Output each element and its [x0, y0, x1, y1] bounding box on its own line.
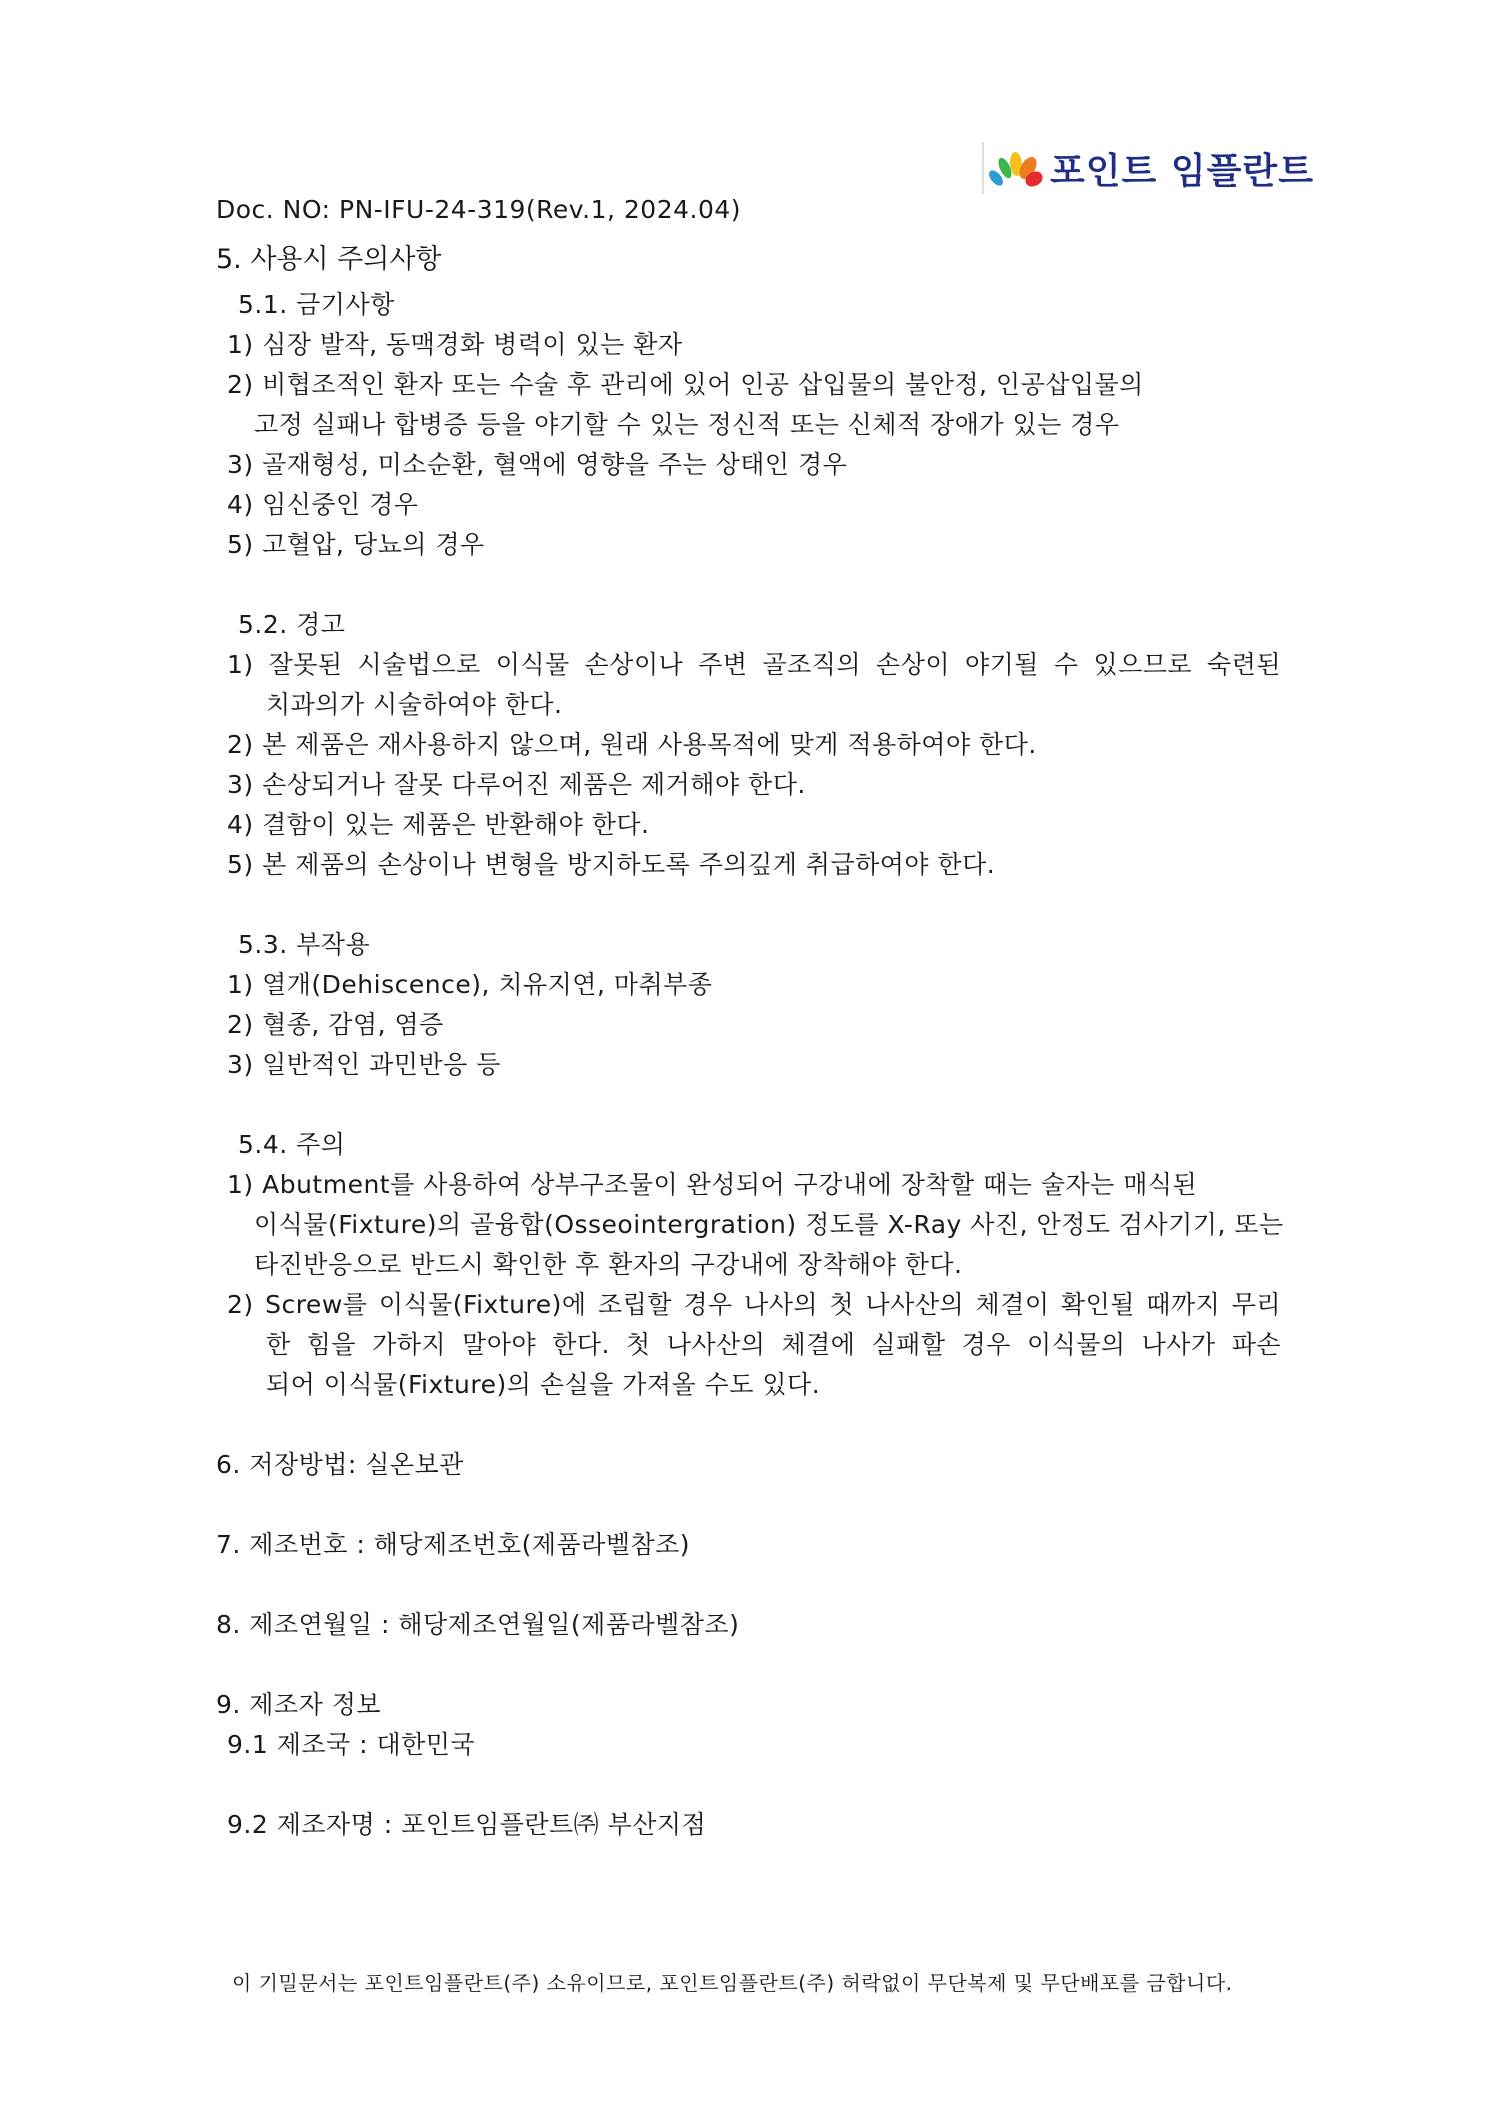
section-5-4-title: 5.4. 주의 — [238, 1130, 346, 1159]
list-item-continuation: 되어 이식물(Fixture)의 손실을 가져올 수도 있다. — [266, 1370, 821, 1399]
list-item: 1) 심장 발작, 동맥경화 병력이 있는 환자 — [227, 330, 683, 359]
list-item: 5) 고혈압, 당뇨의 경우 — [227, 530, 485, 559]
logo-divider — [982, 142, 984, 194]
list-item: 2) 비협조적인 환자 또는 수술 후 관리에 있어 인공 삽입물의 불안정, 인공삽입물의 — [227, 370, 1144, 399]
section-6-storage: 6. 저장방법: 실온보관 — [216, 1450, 464, 1479]
confidentiality-footer: 이 기밀문서는 포인트임플란트(주) 소유이므로, 포인트임플란트(주) 허락없이 무단복제 및 무단배포를 금합니다. — [232, 1971, 1233, 1995]
list-item: 4) 임신중인 경우 — [227, 490, 419, 519]
list-item-continuation: 고정 실패나 합병증 등을 야기할 수 있는 정신적 또는 신체적 장애가 있는 경우 — [254, 410, 1120, 439]
section-9-1-country: 9.1 제조국 : 대한민국 — [227, 1730, 476, 1759]
list-item: 2) 본 제품은 재사용하지 않으며, 원래 사용목적에 맞게 적용하여야 한다. — [227, 730, 1037, 759]
section-5-1-title: 5.1. 금기사항 — [238, 290, 395, 319]
doc-number: Doc. NO: PN-IFU-24-319(Rev.1, 2024.04) — [216, 195, 742, 224]
list-item-continuation: 타진반응으로 반드시 확인한 후 환자의 구강내에 장착해야 한다. — [254, 1250, 963, 1279]
list-item-continuation: 치과의가 시술하여야 한다. — [266, 690, 563, 719]
section-9-title: 9. 제조자 정보 — [216, 1690, 381, 1719]
list-item: 2) Screw를 이식물(Fixture)에 조립할 경우 나사의 첫 나사산의 체결이 확인될 때까지 무리 — [227, 1290, 1281, 1319]
section-5-3-title: 5.3. 부작용 — [238, 930, 371, 959]
section-9-2-manufacturer: 9.2 제조자명 : 포인트임플란트㈜ 부산지점 — [227, 1810, 707, 1839]
list-item: 5) 본 제품의 손상이나 변형을 방지하도록 주의깊게 취급하여야 한다. — [227, 850, 996, 879]
list-item: 3) 일반적인 과민반응 등 — [227, 1050, 501, 1079]
section-7-lot-number: 7. 제조번호 : 해당제조번호(제품라벨참조) — [216, 1530, 691, 1559]
logo-petals-icon — [986, 148, 1044, 188]
list-item: 4) 결함이 있는 제품은 반환해야 한다. — [227, 810, 650, 839]
company-logo — [986, 142, 1314, 194]
list-item: 1) 잘못된 시술법으로 이식물 손상이나 주변 골조직의 손상이 야기될 수 있으므로 숙련된 — [227, 650, 1281, 679]
list-item-continuation: 한 힘을 가하지 말아야 한다. 첫 나사산의 체결에 실패할 경우 이식물의 나사가 파손 — [266, 1330, 1281, 1359]
list-item: 3) 손상되거나 잘못 다루어진 제품은 제거해야 한다. — [227, 770, 806, 799]
list-item-continuation: 이식물(Fixture)의 골융합(Osseointergration) 정도를 X-Ray 사진, 안정도 검사기기, 또는 — [254, 1210, 1284, 1239]
section-5-2-title: 5.2. 경고 — [238, 610, 346, 639]
list-item: 2) 혈종, 감염, 염증 — [227, 1010, 444, 1039]
section-5-title: 5. 사용시 주의사항 — [216, 244, 442, 275]
section-8-manufacture-date: 8. 제조연월일 : 해당제조연월일(제품라벨참조) — [216, 1610, 740, 1639]
list-item: 1) Abutment를 사용하여 상부구조물이 완성되어 구강내에 장착할 때는 술자는 매식된 — [227, 1170, 1198, 1199]
logo-text: 포인트 임플란트 — [1050, 150, 1314, 192]
list-item: 1) 열개(Dehiscence), 치유지연, 마취부종 — [227, 970, 713, 999]
list-item: 3) 골재형성, 미소순환, 혈액에 영향을 주는 상태인 경우 — [227, 450, 848, 479]
